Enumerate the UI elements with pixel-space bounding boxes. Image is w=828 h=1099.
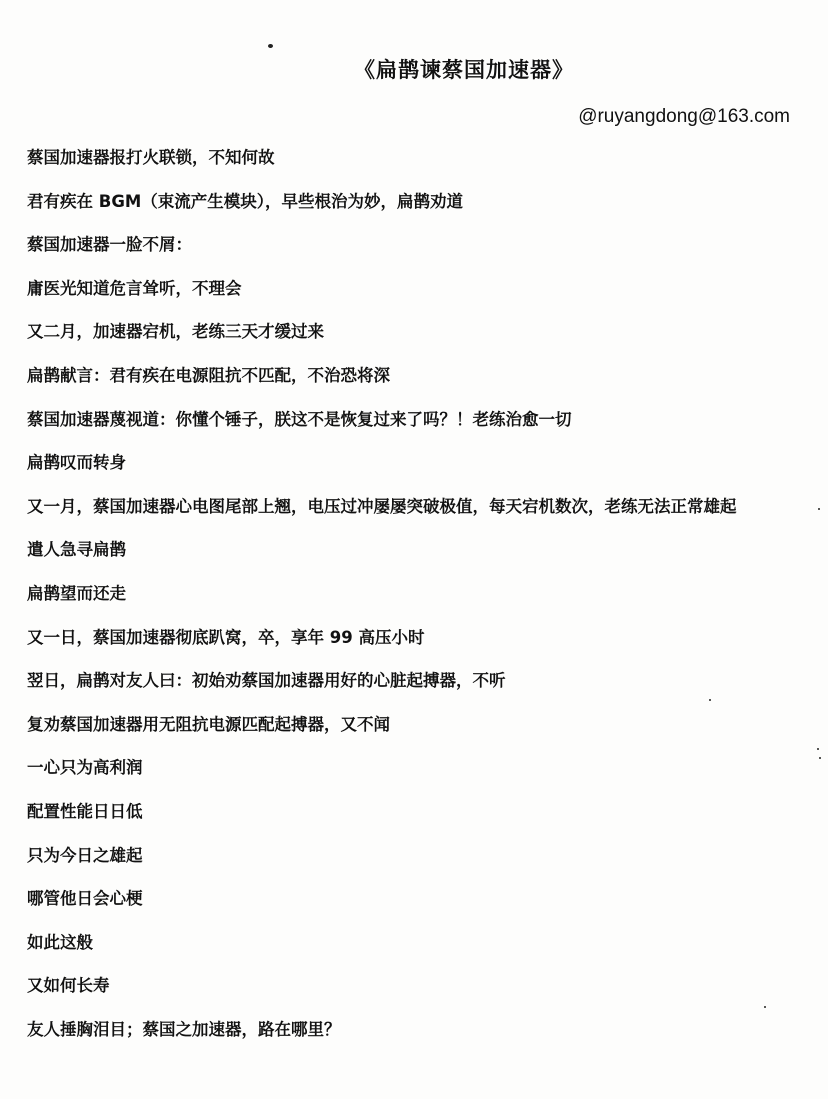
text-line: 又一月，蔡国加速器心电图尾部上翘，电压过冲屡屡突破极值，每天宕机数次，老练无法正常雄起 bbox=[27, 496, 737, 516]
text-line: 蔡国加速器报打火联锁，不知何故 bbox=[27, 148, 275, 167]
text-line: 蔡国加速器蔑视道：你懂个锤子，朕这不是恢复过来了吗？！老练治愈一切 bbox=[27, 409, 572, 429]
text-line: 扁鹊望而还走 bbox=[27, 583, 126, 603]
text-line: 庸医光知道危言耸听，不理会 bbox=[27, 278, 242, 298]
text-line: 复劝蔡国加速器用无阻抗电源匹配起搏器，又不闻 bbox=[27, 714, 390, 734]
text-line: 蔡国加速器一脸不屑： bbox=[27, 235, 192, 255]
poem-lines bbox=[27, 143, 827, 1058]
text-line: 又二月，加速器宕机，老练三天才缓过来 bbox=[27, 322, 324, 342]
text-line: 扁鹊献言：君有疾在电源阻抗不匹配，不治恐将深 bbox=[27, 365, 390, 385]
text-line: 又如何长寿 bbox=[27, 976, 110, 996]
text-line: 扁鹊叹而转身 bbox=[27, 453, 126, 473]
text-line: 哪管他日会心梗 bbox=[27, 889, 143, 909]
text-line: 又一日，蔡国加速器彻底趴窝，卒，享年 99 高压小时 bbox=[27, 627, 425, 647]
text-line: 遣人急寻扁鹊 bbox=[27, 540, 126, 560]
text-line: 如此这般 bbox=[27, 932, 93, 952]
text-line: 配置性能日日低 bbox=[27, 801, 143, 821]
text-line: 只为今日之雄起 bbox=[27, 845, 143, 865]
text-line: 友人捶胸泪目；蔡国之加速器，路在哪里？ bbox=[27, 1019, 341, 1039]
document-title: 《扁鹊谏蔡国加速器》 bbox=[354, 58, 574, 82]
text-line: 翌日，扁鹊对友人曰：初始劝蔡国加速器用好的心脏起搏器，不听 bbox=[27, 671, 506, 691]
text-line: 君有疾在 BGM（束流产生模块），早些根治为妙，扁鹊劝道 bbox=[27, 191, 464, 211]
scan-speck bbox=[268, 44, 273, 48]
author-email: @ruyangdong@163.com bbox=[578, 106, 790, 127]
text-line: 一心只为高利润 bbox=[27, 758, 143, 778]
